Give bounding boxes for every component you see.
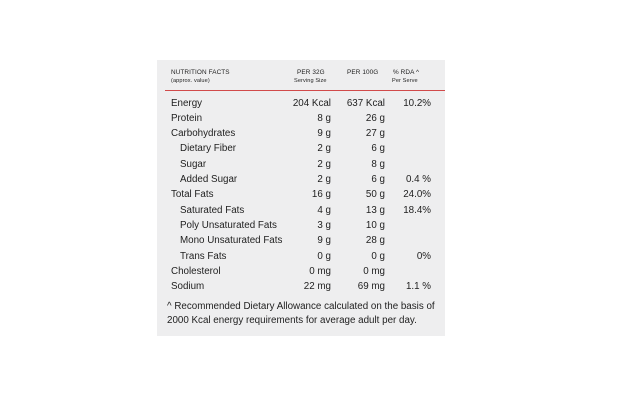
- value-per32: 9 g: [317, 235, 331, 246]
- nutrient-name: Sugar: [180, 159, 207, 170]
- col-rda-subheader: Per Serve: [392, 78, 418, 84]
- value-per32: 204 Kcal: [292, 98, 331, 109]
- value-per100: 13 g: [365, 205, 385, 216]
- value-rda: 18.4%: [403, 205, 431, 216]
- table-row-energy: [157, 96, 445, 112]
- value-per32: 9 g: [317, 128, 331, 139]
- nutrient-name: Energy: [171, 98, 203, 109]
- header-divider: [165, 90, 445, 91]
- value-per32: 8 g: [317, 113, 331, 124]
- value-per100: 69 mg: [357, 281, 385, 292]
- table-row-sodium: [157, 279, 445, 295]
- value-per100: 0 mg: [363, 266, 385, 277]
- value-per32: 22 mg: [303, 281, 331, 292]
- value-per32: 3 g: [317, 220, 331, 231]
- table-row-sugar: [157, 157, 445, 173]
- value-rda: 24.0%: [403, 189, 431, 200]
- nutrient-name: Poly Unsaturated Fats: [180, 220, 277, 231]
- table-row-saturated-fats: [157, 203, 445, 219]
- value-per100: 27 g: [365, 128, 385, 139]
- nutrient-name: Total Fats: [171, 189, 214, 200]
- value-per100: 0 g: [371, 251, 385, 262]
- table-row-added-sugar: [157, 172, 445, 188]
- col-rda-header: % RDA ^: [393, 69, 420, 76]
- nutrient-name: Saturated Fats: [180, 205, 245, 216]
- value-per32: 2 g: [317, 143, 331, 154]
- value-per100: 28 g: [365, 235, 385, 246]
- value-per100: 26 g: [365, 113, 385, 124]
- nutrient-name: Protein: [171, 113, 203, 124]
- table-row-total-fats: [157, 187, 445, 203]
- nutrient-name: Dietary Fiber: [180, 143, 237, 154]
- col-per32-header: PER 32G: [297, 69, 325, 76]
- nutrient-name: Carbohydrates: [171, 128, 236, 139]
- value-rda: 0%: [416, 251, 431, 262]
- value-rda: 0.4 %: [405, 174, 431, 185]
- table-row-poly-unsaturated-fats: [157, 218, 445, 234]
- table-row-cholesterol: [157, 264, 445, 280]
- value-per100: 50 g: [365, 189, 385, 200]
- value-per100: 6 g: [371, 174, 385, 185]
- value-per32: 0 g: [317, 251, 331, 262]
- value-per100: 637 Kcal: [346, 98, 385, 109]
- nutrient-name: Trans Fats: [180, 251, 227, 262]
- table-row-trans-fats: [157, 249, 445, 265]
- table-header: [157, 60, 445, 89]
- col-per100-header: PER 100G: [347, 69, 379, 76]
- nutrient-name: Mono Unsaturated Fats: [180, 235, 283, 246]
- table-row-carbohydrates: [157, 126, 445, 142]
- value-per32: 4 g: [317, 205, 331, 216]
- nutrient-name: Added Sugar: [180, 174, 238, 185]
- value-rda: 10.2%: [403, 98, 431, 109]
- value-per100: 8 g: [371, 159, 385, 170]
- value-rda: 1.1 %: [405, 281, 431, 292]
- value-per32: 0 mg: [309, 266, 331, 277]
- table-row-dietary-fiber: [157, 141, 445, 157]
- rda-footnote: ^ Recommended Dietary Allowance calculated on the basis of 2000 Kcal energy requirements for average adult per day.: [167, 301, 435, 326]
- table-row-mono-unsaturated-fats: [157, 233, 445, 249]
- nutrition-title: NUTRITION FACTS: [171, 69, 230, 76]
- value-per32: 2 g: [317, 159, 331, 170]
- value-per100: 6 g: [371, 143, 385, 154]
- nutrition-facts-panel: [157, 60, 445, 336]
- value-per32: 2 g: [317, 174, 331, 185]
- value-per100: 10 g: [365, 220, 385, 231]
- nutrition-subtitle: (approx. value): [171, 78, 210, 84]
- col-per32-subheader: Serving Size: [294, 78, 327, 84]
- value-per32: 16 g: [311, 189, 331, 200]
- nutrient-name: Cholesterol: [171, 266, 221, 277]
- table-row-protein: [157, 111, 445, 127]
- nutrient-name: Sodium: [171, 281, 205, 292]
